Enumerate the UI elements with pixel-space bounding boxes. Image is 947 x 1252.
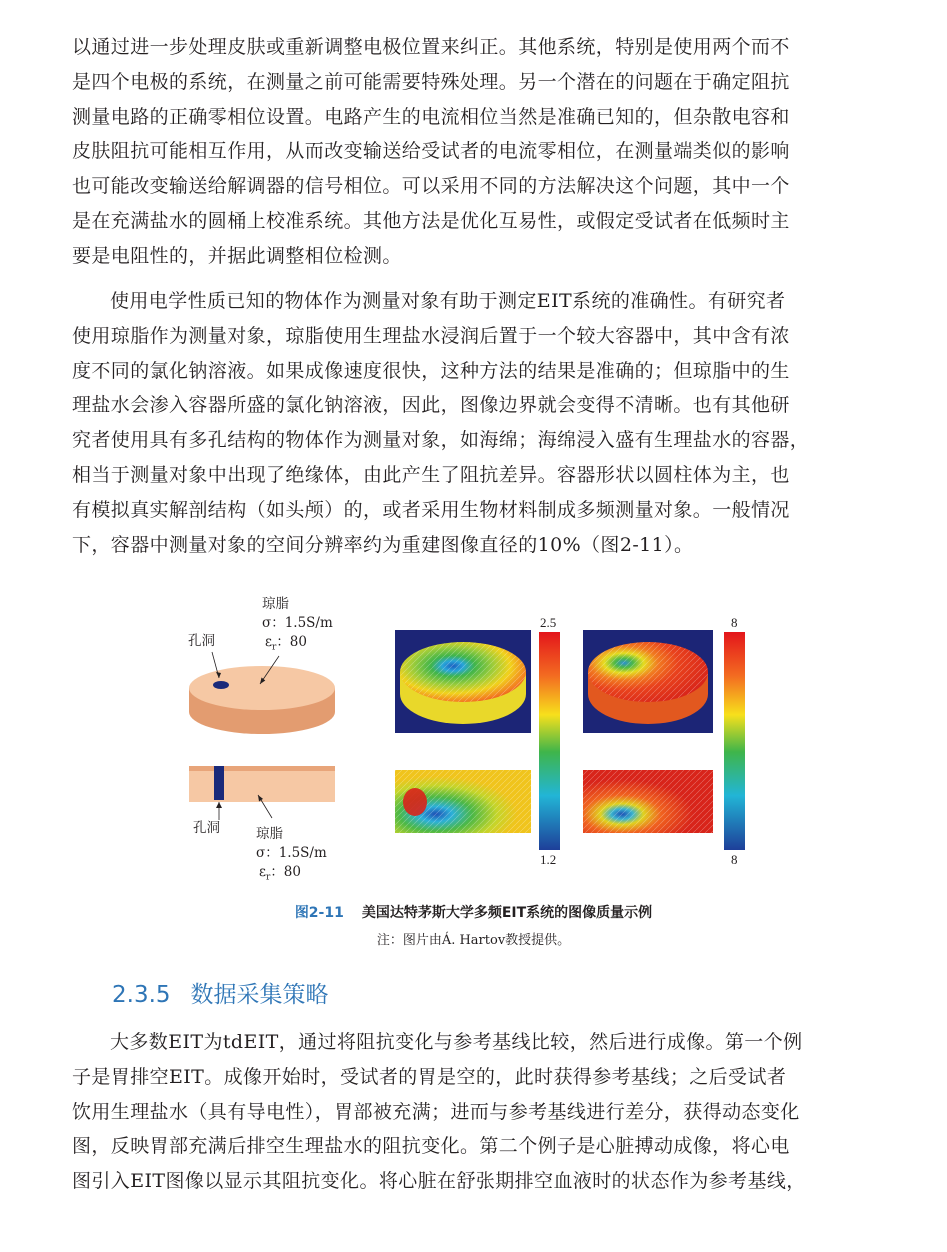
colorbar-1 <box>539 632 560 850</box>
text-line: 使用电学性质已知的物体作为测量对象有助于测定EIT系统的准确性。有研究者 <box>110 290 786 312</box>
permittivity-label-top: $\varepsilon_r$：80 <box>265 634 307 653</box>
text-line: 下，容器中测量对象的空间分辨率约为重建图像直径的10%（图2-11）。 <box>72 533 694 556</box>
permittivity-label-bottom: $\varepsilon_r$：80 <box>259 864 301 883</box>
colorbar-2-min: 8 <box>731 852 738 867</box>
text-line: 大多数EIT为tdEIT，通过将阻抗变化与参考基线比较，然后进行成像。第一个例 <box>110 1031 803 1053</box>
figure-artwork <box>0 590 947 890</box>
agar-cross-section <box>189 766 335 802</box>
text-line: 是四个电极的系统，在测量之前可能需要特殊处理。另一个潜在的问题在于确定阻抗 <box>72 70 790 93</box>
agar-label-bottom: 琼脂 <box>256 826 283 842</box>
conductivity-label-bottom: σ：1.5S/m <box>256 845 327 861</box>
text-line: 究者使用具有多孔结构的物体作为测量对象，如海绵；海绵浸入盛有生理盐水的容器， <box>72 429 810 452</box>
text-line: 子是胃排空EIT。成像开始时，受试者的胃是空的，此时获得参考基线；之后受试者 <box>72 1065 787 1088</box>
hole-label-top: 孔洞 <box>188 633 215 649</box>
figure-note: 注：图片由Á. Hartov教授提供。 <box>376 933 571 948</box>
text-line: 是在充满盐水的圆桶上校准系统。其他方法是优化互易性，或假定受试者在低频时主 <box>72 209 790 232</box>
colorbar-1-min: 1.2 <box>540 852 557 867</box>
text-line: 以通过进一步处理皮肤或重新调整电极位置来纠正。其他系统，特别是使用两个而不 <box>72 36 790 58</box>
text-line: 要是电阻性的，并据此调整相位检测。 <box>72 244 402 267</box>
text-line: 饮用生理盐水（具有导电性），胃部被充满；进而与参考基线进行差分，获得动态变化 <box>72 1100 800 1123</box>
agar-label-top: 琼脂 <box>262 596 289 612</box>
text-line: 图引入EIT图像以显示其阻抗变化。将心脏在舒张期排空血液时的状态作为参考基线， <box>72 1170 806 1193</box>
text-line: 相当于测量对象中出现了绝缘体，由此产生了阻抗差异。容器形状以圆柱体为主，也 <box>72 463 790 486</box>
text-line: 也可能改变输送给解调器的信号相位。可以采用不同的方法解决这个问题，其中一个 <box>72 175 790 198</box>
colorbar-1-max: 2.5 <box>540 615 557 630</box>
section-heading <box>112 976 329 1009</box>
figure-2-11 <box>0 590 947 890</box>
hole-label-bottom: 孔洞 <box>193 820 220 836</box>
text-line: 有模拟真实解剖结构（如头颅）的，或者采用生物材料制成多频测量对象。一般情况 <box>72 498 790 521</box>
figure-number: 图2-11 <box>294 905 344 921</box>
hole-marker-side <box>214 766 224 800</box>
section-title: 数据采集策略 <box>190 982 329 1008</box>
conductivity-label-top: σ：1.5S/m <box>262 615 333 631</box>
text-line: 测量电路的正确零相位设置。电路产生的电流相位当然是准确已知的，但杂散电容和 <box>72 105 790 128</box>
figure-title: 美国达特茅斯大学多频EIT系统的图像质量示例 <box>361 905 653 921</box>
colorbar-2-max: 8 <box>731 615 738 630</box>
figure-caption <box>0 902 947 922</box>
section-number: 2.3.5 <box>112 982 171 1008</box>
colorbar-2 <box>724 632 745 850</box>
paragraph-1 <box>72 30 872 274</box>
agar-disc-top <box>189 666 335 710</box>
text-line: 度不同的氯化钠溶液。如果成像速度很快，这种方法的结果是准确的；但琼脂中的生 <box>72 359 790 382</box>
hole-marker-top <box>213 681 229 689</box>
text-line: 理盐水会渗入容器所盛的氯化钠溶液，因此，图像边界就会变得不清晰。也有其他研 <box>72 394 790 417</box>
text-line: 图，反映胃部充满后排空生理盐水的阻抗变化。第二个例子是心脏搏动成像，将心电 <box>72 1135 790 1158</box>
paragraph-3 <box>72 1025 872 1199</box>
text-line: 使用琼脂作为测量对象，琼脂使用生理盐水浸润后置于一个较大容器中，其中含有浓 <box>72 324 790 347</box>
text-line: 皮肤阻抗可能相互作用，从而改变输送给受试者的电流零相位，在测量端类似的影响 <box>72 140 790 163</box>
paragraph-2 <box>72 284 872 562</box>
